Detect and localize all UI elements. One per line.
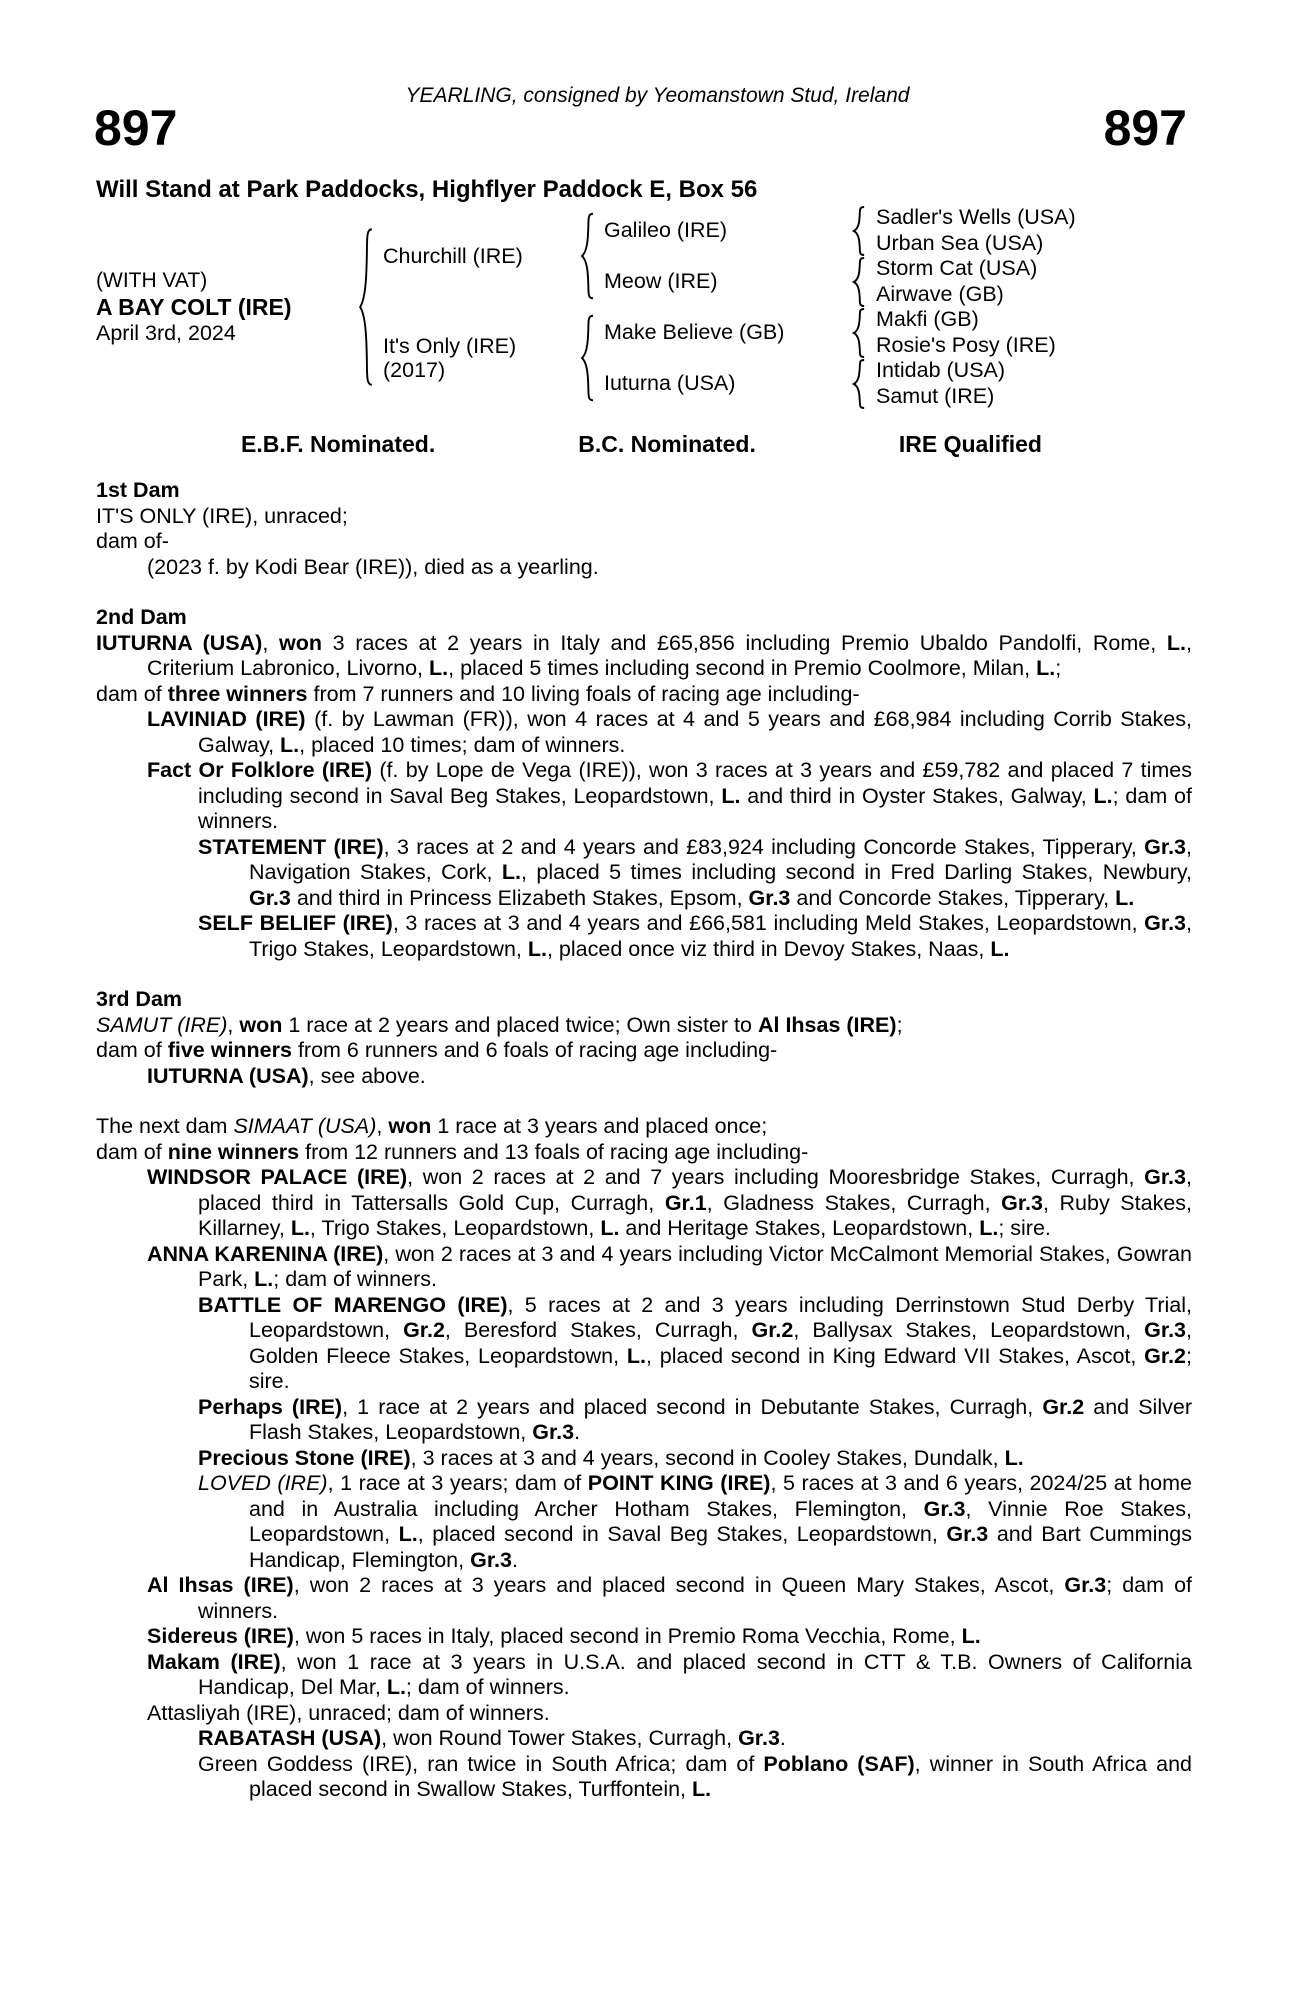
sire-branch (374, 205, 1076, 307)
note-paragraph: dam of nine winners from 12 runners and 13 foals of racing age including- (96, 1139, 809, 1164)
gen4-name: Sadler's Wells (USA) (876, 205, 1076, 229)
ire-qualified-label: IRE Qualified (898, 431, 1042, 457)
gen4-name: Rosie's Posy (IRE) (876, 332, 1056, 357)
sire-dam-name: Meow (IRE) (604, 269, 718, 293)
note-paragraph: SAMUT (IRE), won 1 race at 2 years and placed twice; Own sister to Al Ihsas (IRE); (96, 1012, 903, 1037)
section-heading-3rd-dam: 3rd Dam (96, 987, 183, 1011)
note-paragraph: LAVINIAD (IRE) (f. by Lawman (FR)), won 4 races at 4 and 5 years and £68,984 including Corrib Stakes, Galway, L., placed 10 times; dam of winners. (147, 707, 1192, 757)
note-paragraph: dam of- (96, 529, 169, 553)
gen4-name: Storm Cat (USA) (876, 256, 1038, 280)
dam-sire-name: Make Believe (GB) (604, 320, 785, 344)
note-paragraph: LOVED (IRE), 1 race at 3 years; dam of POINT KING (IRE), 5 races at 3 and 6 years, 2024/25 at home and in Australia including Archer Hotham Stakes, Flemington, Gr.3, Vinnie Roe Stakes, Leopardstown, L., placed second in Saval Beg Stakes, Leopardstown, Gr.3 and Bart Cummings Handicap, Flemington, Gr.3. (198, 1471, 1193, 1572)
ebf-nominated-label: E.B.F. Nominated. (241, 431, 436, 457)
note-paragraph: SELF BELIEF (IRE), 3 races at 3 and 4 years and £66,581 including Meld Stakes, Leopardstown, Gr.3, Trigo Stakes, Leopardstown, L., placed once viz third in Devoy Stakes, Naas, L. (198, 911, 1192, 961)
dam-name-line: It's Only (IRE) (383, 334, 517, 358)
dam-dam-name: Iuturna (USA) (604, 371, 736, 395)
gen4-name: Urban Sea (USA) (876, 230, 1044, 255)
note-paragraph: Perhaps (IRE), 1 race at 2 years and placed second in Debutante Stakes, Curragh, Gr.2 and Silver Flash Stakes, Leopardstown, Gr.3. (198, 1394, 1192, 1444)
gen4-name: Intidab (USA) (876, 358, 1006, 382)
dam-branch (374, 307, 1076, 409)
subject-name: A BAY COLT (IRE) (96, 294, 292, 320)
note-paragraph: Fact Or Folklore (IRE) (f. by Lope de Vega (IRE)), won 3 races at 3 years and £59,782 and placed 7 times including second in Saval Beg Stakes, Leopardstown, L. and third in Oyster Stakes, Galway, L.; dam of winners. (147, 758, 1192, 833)
note-paragraph: dam of five winners from 6 runners and 6 foals of racing age including- (96, 1038, 778, 1062)
note-paragraph: Al Ihsas (IRE), won 2 races at 3 years and placed second in Queen Mary Stakes, Ascot, Gr.3; dam of winners. (147, 1573, 1192, 1623)
note-paragraph: Precious Stone (IRE), 3 races at 3 and 4 years, second in Cooley Stakes, Dundalk, L. (198, 1445, 1024, 1470)
gen4-name: Makfi (GB) (876, 307, 979, 331)
catalogue-notes (96, 478, 1192, 1803)
note-paragraph: WINDSOR PALACE (IRE), won 2 races at 2 and 7 years including Mooresbridge Stakes, Curragh, Gr.3, placed third in Tattersalls Gold Cup, Curragh, Gr.1, Gladness Stakes, Curragh, Gr.3, Ruby Stakes, Killarney, L., Trigo Stakes, Leopardstown, L. and Heritage Stakes, Leopardstown, L.; sire. (147, 1165, 1193, 1240)
note-paragraph: Attasliyah (IRE), unraced; dam of winners. (147, 1700, 550, 1725)
subject-foal-date: April 3rd, 2024 (96, 321, 236, 345)
pedigree-brace-small (852, 206, 866, 256)
stand-location-line: Will Stand at Park Paddocks, Highflyer Paddock E, Box 56 (96, 176, 758, 203)
lot-number-right: 897 (1103, 100, 1187, 156)
note-paragraph: Sidereus (IRE), won 5 races in Italy, placed second in Premio Roma Vecchia, Rome, L. (147, 1624, 981, 1648)
note-paragraph: Green Goddess (IRE), ran twice in South Africa; dam of Poblano (SAF), winner in South Africa and placed second in Swallow Stakes, Turffontein, L. (198, 1751, 1192, 1801)
note-paragraph: IUTURNA (USA), won 3 races at 2 years in Italy and £65,856 including Premio Ubaldo Pandolfi, Rome, L., Criterium Labronico, Livorno, L., placed 5 times including second in Premio Coolmore, Milan, L.; (96, 630, 1192, 680)
gen4-name: Airwave (GB) (876, 281, 1004, 306)
note-paragraph: IT'S ONLY (IRE), unraced; (96, 503, 348, 528)
consignor-line: YEARLING, consigned by Yeomanstown Stud, Ireland (405, 84, 910, 107)
sire-dam-branch (595, 256, 1076, 307)
pedigree-tree (96, 205, 1076, 409)
sire-sire-name: Galileo (IRE) (604, 218, 728, 242)
note-paragraph: RABATASH (USA), won Round Tower Stakes, Curragh, Gr.3. (198, 1726, 786, 1750)
pedigree-brace-gen1 (358, 226, 374, 388)
lot-number-left: 897 (94, 100, 178, 156)
note-paragraph: The next dam SIMAAT (USA), won 1 race at 3 years and placed once; (96, 1114, 768, 1138)
section-heading-2nd-dam: 2nd Dam (96, 605, 187, 629)
note-paragraph: Makam (IRE), won 1 race at 3 years in U.S.A. and placed second in CTT & T.B. Owners of California Handicap, Del Mar, L.; dam of winners. (147, 1649, 1192, 1699)
dam-sire-branch (595, 307, 1056, 358)
pedigree-subject (96, 268, 358, 346)
gen4-name: Samut (IRE) (876, 383, 995, 408)
note-paragraph: ANNA KARENINA (IRE), won 2 races at 3 and 4 years including Victor McCalmont Memorial Stakes, Gowran Park, L.; dam of winners. (147, 1241, 1192, 1291)
section-heading-1st-dam: 1st Dam (96, 478, 180, 502)
note-paragraph: (2023 f. by Kodi Bear (IRE)), died as a yearling. (147, 554, 599, 579)
note-paragraph: STATEMENT (IRE), 3 races at 2 and 4 years and £83,924 including Concorde Stakes, Tipperary, Gr.3, Navigation Stakes, Cork, L., placed 5 times including second in Fred Darling Stakes, Newbury, Gr.3 and third in Princess Elizabeth Stakes, Epsom, Gr.3 and Concorde Stakes, Tipperary, L. (198, 834, 1192, 910)
pedigree-brace-dam (580, 314, 595, 402)
vat-note: (WITH VAT) (96, 269, 208, 292)
pedigree-brace-small (852, 308, 866, 358)
dam-name (383, 334, 580, 382)
note-paragraph: dam of three winners from 7 runners and 10 living foals of racing age including- (96, 681, 860, 706)
nominations-line (96, 431, 1192, 458)
sire-sire-branch (595, 205, 1076, 256)
note-paragraph: BATTLE OF MARENGO (IRE), 5 races at 2 and 3 years including Derrinstown Stud Derby Trial, Leopardstown, Gr.2, Beresford Stakes, Curragh, Gr.2, Ballysax Stakes, Leopardstown, Gr.3, Golden Fleece Stakes, Leopardstown, L., placed second in King Edward VII Stakes, Ascot, Gr.2; sire. (198, 1292, 1192, 1393)
dam-year-line: (2017) (383, 358, 446, 382)
pedigree-brace-small (852, 257, 866, 307)
note-paragraph: IUTURNA (USA), see above. (147, 1063, 426, 1088)
pedigree-brace-sire (580, 212, 595, 300)
pedigree-brace-small (852, 359, 866, 409)
bc-nominated-label: B.C. Nominated. (578, 431, 756, 457)
dam-dam-branch (595, 358, 1056, 409)
sire-name: Churchill (IRE) (383, 244, 523, 268)
